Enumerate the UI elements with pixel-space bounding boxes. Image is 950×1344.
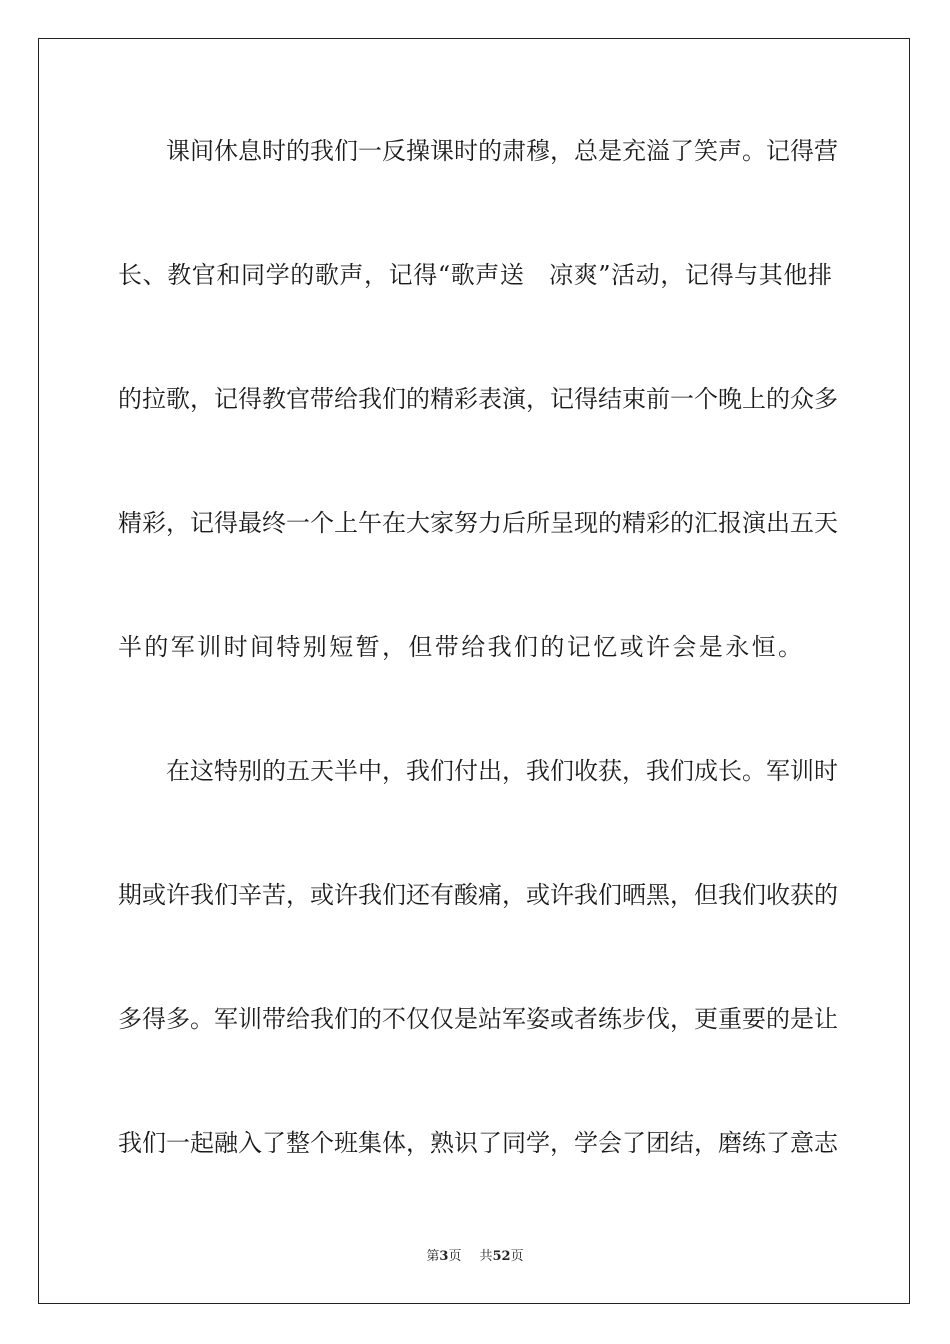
page-number: 3 — [439, 1249, 449, 1264]
paragraph-1-line-2: 长、教官和同学的歌声，记得“歌声送 凉爽”活动，记得与其他排 — [118, 261, 832, 289]
paragraph-1-line-1: 课间休息时的我们一反操课时的肃穆，总是充溢了笑声。记得营 — [166, 137, 838, 165]
total-pages: 52 — [492, 1249, 511, 1264]
paragraph-2-line-4: 我们一起融入了整个班集体，熟识了同学，学会了团结，磨练了意志 — [118, 1129, 838, 1157]
total-prefix: 共 — [479, 1249, 493, 1264]
page-suffix: 页 — [448, 1249, 462, 1264]
paragraph-2-line-1: 在这特别的五天半中，我们付出，我们收获，我们成长。军训时 — [166, 757, 838, 785]
paragraph-1-line-4: 精彩，记得最终一个上午在大家努力后所呈现的精彩的汇报演出五天 — [118, 509, 838, 537]
paragraph-1-line-5: 半的军训时间特别短暂，但带给我们的记忆或许会是永恒。 — [118, 633, 805, 661]
page-footer — [0, 1248, 950, 1266]
paragraph-2-line-3: 多得多。军训带给我们的不仅仅是站军姿或者练步伐，更重要的是让 — [118, 1005, 838, 1033]
paragraph-2-line-2: 期或许我们辛苦，或许我们还有酸痛，或许我们晒黑，但我们收获的 — [118, 881, 838, 909]
total-suffix: 页 — [510, 1249, 524, 1264]
page-prefix: 第 — [426, 1249, 440, 1264]
page-border — [38, 38, 910, 1304]
paragraph-1-line-3: 的拉歌，记得教官带给我们的精彩表演，记得结束前一个晚上的众多 — [118, 385, 838, 413]
